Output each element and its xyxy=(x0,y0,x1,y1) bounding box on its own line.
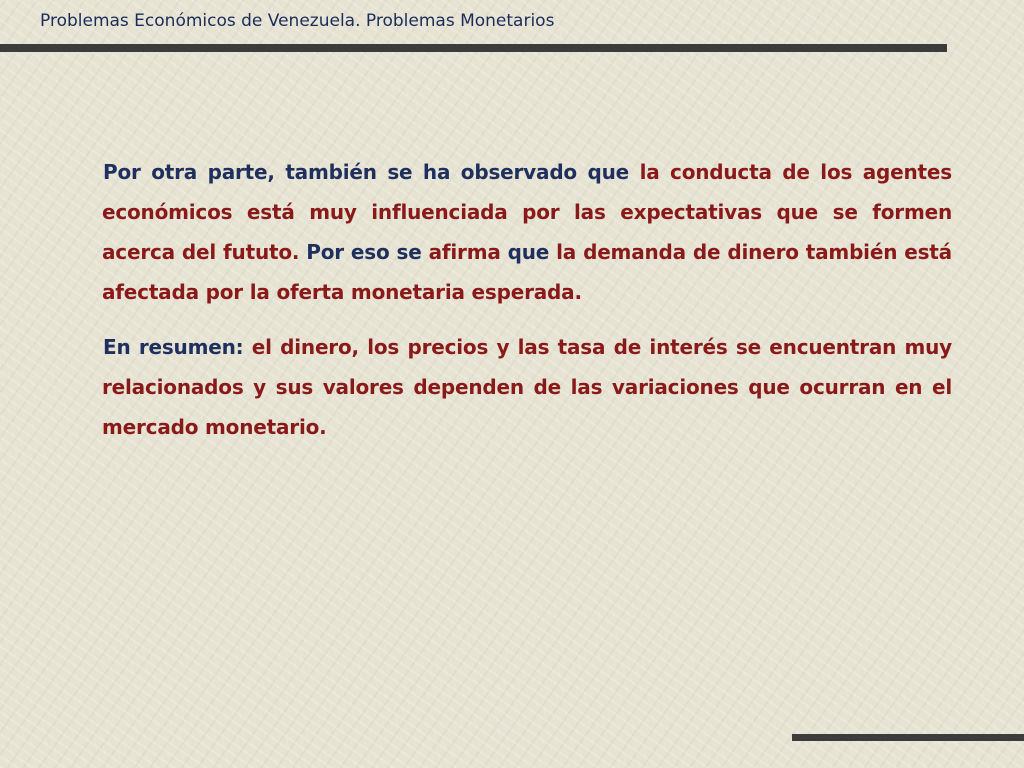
text-segment: En resumen: xyxy=(103,335,252,359)
paragraph-expectations xyxy=(102,152,952,312)
text-segment: Por eso se xyxy=(299,240,429,264)
paragraph-summary xyxy=(102,327,952,447)
text-segment-highlight: el dinero, los precios y las tasa de interés se encuentran muy relacionados y sus valores dependen de las variaciones que ocurran en el mercado monetario. xyxy=(102,335,953,439)
footer-divider xyxy=(792,734,1024,741)
text-segment-highlight: la demanda de dinero también está afectada por la oferta monetaria esperada. xyxy=(102,240,952,304)
text-segment: que xyxy=(507,240,557,264)
header-divider xyxy=(0,44,947,52)
text-segment: Por otra parte, también se ha observado que xyxy=(103,160,640,184)
slide-body xyxy=(102,152,952,447)
text-segment-highlight: la conducta de los agentes económicos está muy influenciada por las expectativas que se formen acerca del fututo. xyxy=(102,160,952,264)
text-segment-highlight: afirma xyxy=(428,240,508,264)
slide-header-title: Problemas Económicos de Venezuela. Problemas Monetarios xyxy=(40,11,555,31)
